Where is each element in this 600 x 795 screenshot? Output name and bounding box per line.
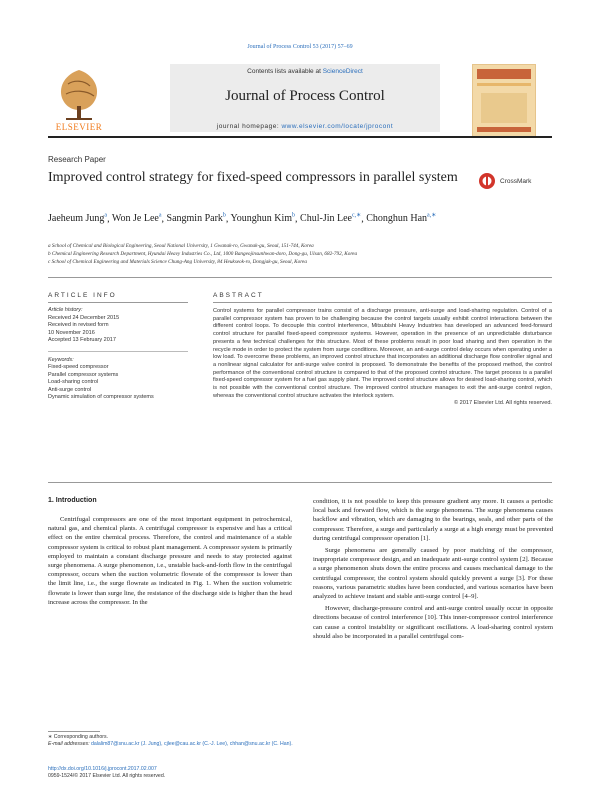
abstract-body <box>213 308 552 408</box>
sciencedirect-link[interactable]: ScienceDirect <box>322 68 363 75</box>
masthead-rule <box>48 136 552 138</box>
section-heading-introduction: 1. Introduction <box>48 497 97 504</box>
body-paragraph: However, discharge-pressure control and anti-surge control usually occur in opposite directions because of control interference [10]. This inner-compressor control interference can cause a control instability or significant oscillations. A load-sharing control system should also be incorporated in a parallel centrifugal com- <box>313 605 553 640</box>
body-paragraph: Surge phenomena are generally caused by poor matching of the compressor, inappropriate compressor design, and an inadequate anti-surge control system [2]. Because a surge phenomenon shuts down the entire process and causes mechanical damage to the centrifugal compressor, the control system should quickly prevent a surge [3]. For these reasons, various parametric studies have been conducted, and various scenarios have been analyzed to achieve instant and stable anti-surge control [4–9]. <box>313 547 553 601</box>
body-left-column <box>48 515 292 610</box>
abstract-text: Control systems for parallel compressor trains consist of a discharge pressure, anti-surge and load-sharing regulation. Control of a parallel compressor system has proven to be challenging because the control targets usually exhibit control interactions between the different control loops. To decouple this control interference, Mitsubishi Heavy Industries has developed an advanced feed-forward control structure for parallel fixed-speed compressor systems. However, operation in the presence of an unpredictable disturbance presents a few technical challenges for this structure. Most of these problems result in poor load sharing and then operation in the recycle mode in order to protect the system from surge conditions. Moreover, an anti-surge control delay occurs when operating under a low load. To overcome these problems, an improved control structure that incorporates an additional discharge flow controller signal and a nonlinear signal calculator for anti-surge valve control is proposed. To demonstrate the benefits of the proposed method, the control performance of the conventional control structure is compared to that of the proposed control structure. The target process is a parallel fixed-speed compressor system for a fuel gas supply plant. The improved control structure allows for desired load-sharing control, which is not possible with the conventional control structure. The improved control structure manages to exit the anti-surge control region, whereas the conventional control structure activates the interlock system. <box>213 308 552 399</box>
email-label: E-mail addresses: <box>48 741 90 747</box>
author[interactable]: Chul-Jin Lee$^{c,∗}$ <box>300 213 362 225</box>
body-paragraph: condition, it is not possible to keep this pressure gradient any more. It causes a periodic local back and forward flow, which is the surge phenomena. The surge phenomena causes backflow and vibration, which are damaging to the bearings, seals, and other parts of the compressor. Therefore, a surge and particularly a surge at a high energy must be prevented during centrifugal compressor operation [1]. <box>313 498 553 542</box>
article-title: Improved control strategy for fixed-speed compressors in parallel system <box>48 170 458 185</box>
keyword: Parallel compressor systems <box>48 371 119 378</box>
author[interactable]: Younghun Kim$^b$ <box>230 213 296 225</box>
contents-prefix: Contents lists available at <box>247 68 321 75</box>
crossmark-icon <box>478 172 496 190</box>
article-info-heading: ARTICLE INFO <box>48 292 117 299</box>
body-paragraph: Centrifugal compressors are one of the most important equipment in petrochemical, natural gas, and chemical plants. A centrifugal compressor is expensive and has a critical effect on the entire chemical process. Therefore, the control and maintenance of a stable compressor system is critical to robust plant management. A compressor system is primarily employed to maintain a constant discharge pressure and needs to stay protected against surge phenomena. A surge phenomenon, i.e., unstable back-and-forth flow in the centrifugal compressor, occurs when the suction volumetric flowrate of the compressor is lower than the limit line, i.e., the surge flowrate as indicated in Fig. 1. When the suction volumetric flowrate is lower than surge line, the resistance of the discharge side is higher than the head increase across the compressor. In the <box>48 516 292 606</box>
publisher-wordmark: ELSEVIER <box>55 122 103 132</box>
history-line: Received 24 December 2015 <box>48 314 120 321</box>
journal-title: Journal of Process Control <box>225 88 385 104</box>
abstract-divider <box>48 482 552 483</box>
keyword: Fixed-speed compressor <box>48 364 109 370</box>
affiliations <box>48 242 552 266</box>
keyword: Dynamic simulation of compressor systems <box>48 394 154 400</box>
abstract-copyright: © 2017 Elsevier Ltd. All rights reserved. <box>453 400 552 407</box>
article-type: Research Paper <box>48 155 106 164</box>
homepage-prefix: journal homepage: <box>216 123 280 130</box>
history-line: 10 November 2016 <box>48 329 95 336</box>
keyword: Load-sharing control <box>48 379 99 385</box>
journal-homepage <box>180 123 430 130</box>
journal-cover-image <box>472 64 536 138</box>
affiliation: b Chemical Engineering Research Department, Hyundai Heavy Industries Co., Ltd, 1000 Bangeojinsunhwan-doro, Dong-gu, Ulsan, 682-792, Korea <box>48 251 358 257</box>
footnotes <box>48 734 298 748</box>
article-info <box>48 307 188 402</box>
journal-citation[interactable]: Journal of Process Control 53 (2017) 57–69 <box>247 44 353 50</box>
email-note <box>48 741 298 748</box>
affiliation: c School of Chemical Engineering and Materials Science Chung-Ang University, 84 Heukseok-ro, Dongjak-gu, Seoul, Korea <box>48 259 307 265</box>
abstract-heading: ABSTRACT <box>213 292 264 299</box>
author-list: Jaeheum Jung$^a$, Won Je Lee$^a$, Sangmin Park$^b$, Younghun Kim$^b$, Chul-Jin Lee$^{c,∗}$, Chonghun Han$^{a,∗}$ <box>48 213 437 225</box>
email-addresses[interactable]: dalalim87@snu.ac.kr (J. Jung), cjlee@cau.ac.kr (C.-J. Lee), chhan@snu.ac.kr (C. Han). <box>90 741 293 747</box>
history-label: Article history: <box>48 307 83 313</box>
keyword: Anti-surge control <box>48 386 92 393</box>
footnote-rule <box>48 731 100 732</box>
author[interactable]: Won Je Lee$^a$ <box>111 213 162 225</box>
contents-line <box>180 68 430 75</box>
crossmark-label: CrossMark <box>500 177 532 185</box>
author[interactable]: Sangmin Park$^b$ <box>166 213 226 225</box>
history-line: Accepted 13 February 2017 <box>48 337 116 343</box>
doi-link[interactable]: http://dx.doi.org/10.1016/j.jprocont.2017.02.007 <box>48 766 157 772</box>
body-right-column <box>313 497 553 644</box>
affiliation: a School of Chemical and Biological Engineering, Seoul National University, 1 Gwanak-ro, Gwanak-gu, Seoul, 151-744, Korea <box>48 243 314 249</box>
history-line: Received in revised form <box>48 322 109 328</box>
header-divider <box>48 277 552 278</box>
author[interactable]: Jaeheum Jung$^a$ <box>48 213 108 225</box>
keywords-rule <box>48 351 188 352</box>
elsevier-tree-logo <box>48 64 110 122</box>
article-identifiers <box>48 766 348 780</box>
article-info-rule <box>48 302 188 303</box>
author[interactable]: Chonghun Han$^{a,∗}$ <box>366 213 437 225</box>
homepage-link[interactable]: www.elsevier.com/locate/jprocont <box>281 123 394 130</box>
issn-line: 0959-1524/© 2017 Elsevier Ltd. All rights reserved. <box>48 773 166 779</box>
abstract-rule <box>213 302 552 303</box>
corresponding-note: ∗ Corresponding authors. <box>48 734 109 740</box>
crossmark-badge[interactable] <box>478 172 548 190</box>
keywords-label: Keywords: <box>48 356 74 363</box>
